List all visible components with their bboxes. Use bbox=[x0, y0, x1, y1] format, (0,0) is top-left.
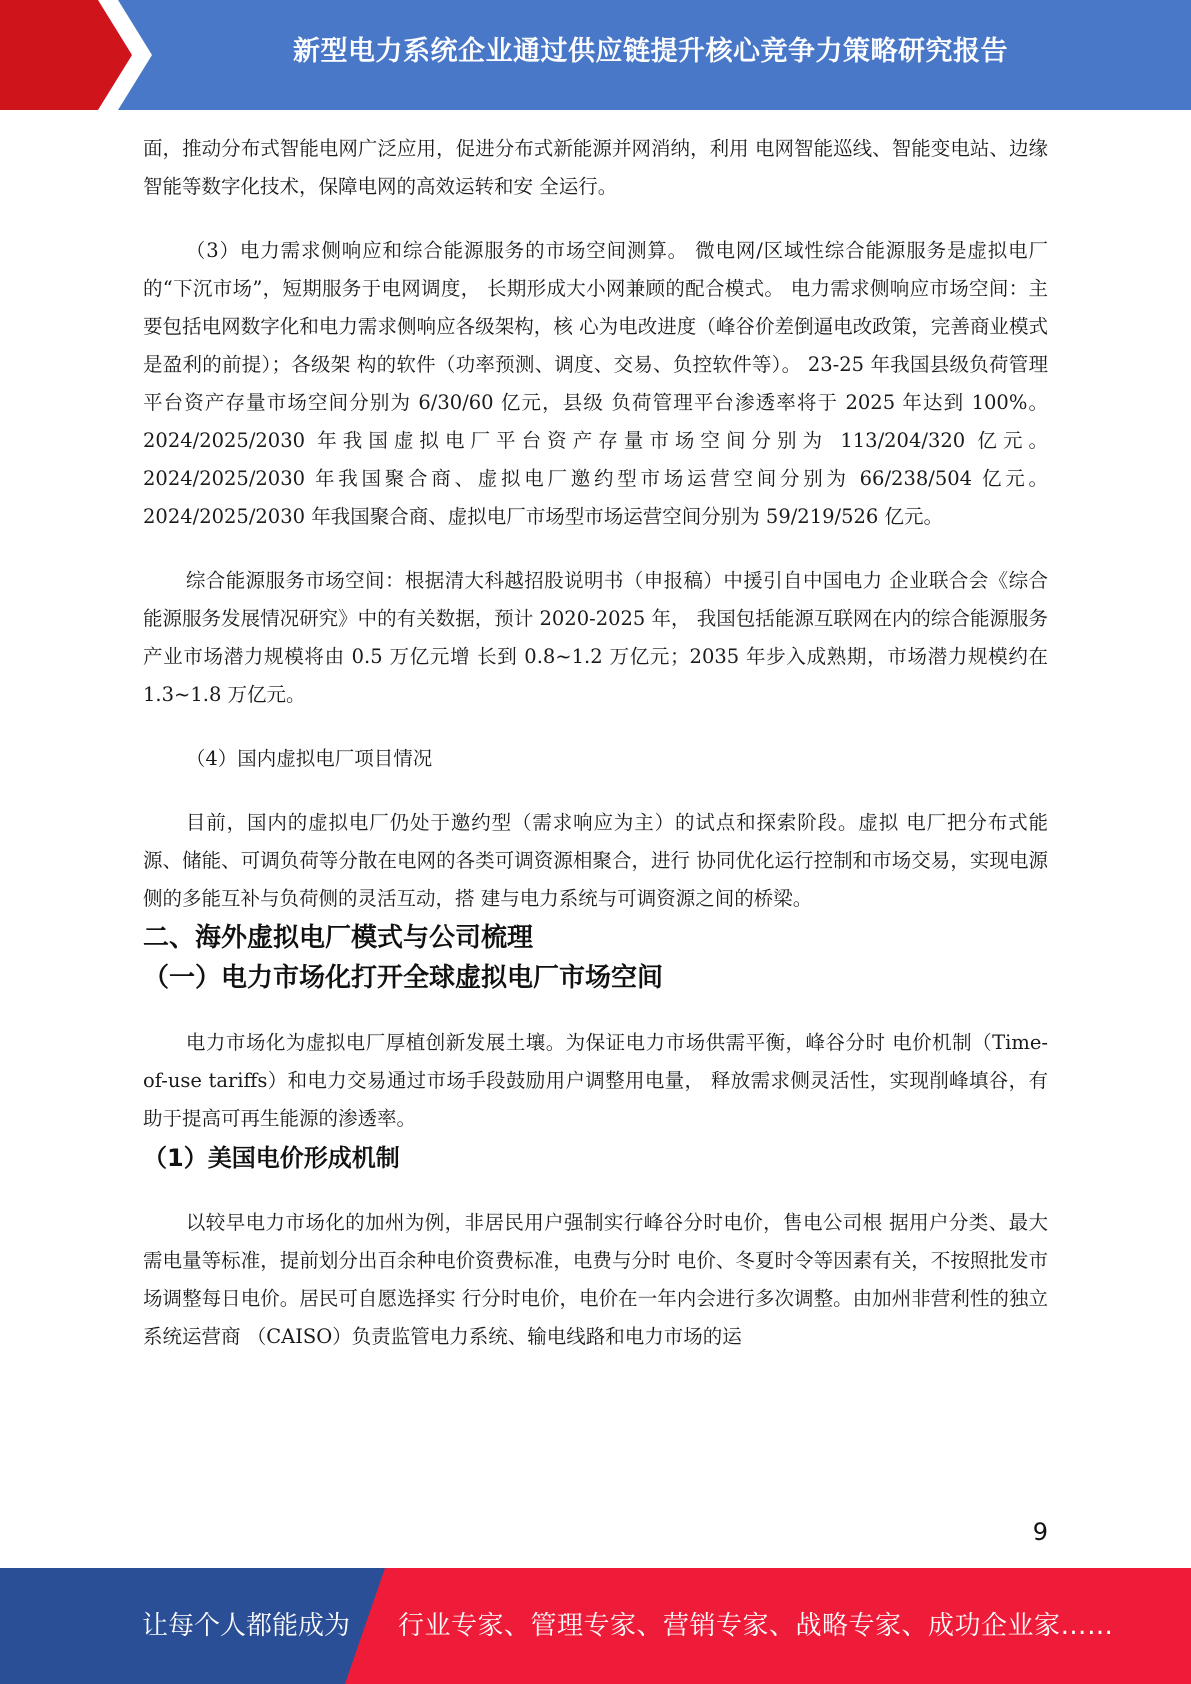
paragraph: （3）电力需求侧响应和综合能源服务的市场空间测算。 微电网/区域性综合能源服务是虚拟电厂的“下沉市场”，短期服务于电网调度， 长期形成大小网兼顾的配合模式。 电力需求侧响应市场空间：主要包括电网数字化和电力需求侧响应各级架构，核 心为电改进度（峰谷价差倒逼电改政策，完善商业模式是盈利的前提）；各级架 构的软件（功率预测、调度、交易、负控软件等）。 23-25 年我国县级负荷管理平台资产存量市场空间分别为 6/30/60 亿元，县级 负荷管理平台渗透率将于 2025 年达到 100%。 2024/2025/2030 年我国虚拟电厂平台资产存量市场空间分别为 113/204/320 亿元。 2024/2025/2030 年我国聚合商、虚拟电厂邀约型市场运营空间分别为 66/238/504 亿元。 2024/2025/2030 年我国聚合商、虚拟电厂市场型市场运营空间分别为 59/219/526 亿元。 bbox=[143, 239, 1048, 528]
paragraph: （4）国内虚拟电厂项目情况 bbox=[185, 747, 433, 770]
subsubsection-heading: （1）美国电价形成机制 bbox=[143, 1144, 400, 1172]
paragraph: 目前，国内的虚拟电厂仍处于邀约型（需求响应为主）的试点和探索阶段。虚拟 电厂把分布式能源、储能、可调负荷等分散在电网的各类可调资源相聚合，进行 协同优化运行控制和市场交易，实现电源侧的多能互补与负荷侧的灵活互动，搭 建与电力系统与可调资源之间的桥梁。 bbox=[143, 811, 1048, 910]
document-body bbox=[143, 130, 1048, 1356]
section-heading: 二、海外虚拟电厂模式与公司梳理 bbox=[143, 923, 534, 953]
paragraph: 以较早电力市场化的加州为例，非居民用户强制实行峰谷分时电价，售电公司根 据用户分类、最大需电量等标准，提前划分出百余种电价资费标准，电费与分时 电价、冬夏时令等因素有关，不按照批发市场调整每日电价。居民可自愿选择实 行分时电价，电价在一年内会进行多次调整。由加州非营利性的独立系统运营商 （CAISO）负责监管电力系统、输电线路和电力市场的运 bbox=[143, 1211, 1048, 1348]
paragraph: 面，推动分布式智能电网广泛应用，促进分布式新能源并网消纳，利用 电网智能巡线、智能变电站、边缘智能等数字化技术，保障电网的高效运转和安 全运行。 bbox=[143, 137, 1048, 198]
paragraph: 电力市场化为虚拟电厂厚植创新发展土壤。为保证电力市场供需平衡，峰谷分时 电价机制（Time-of-use tariffs）和电力交易通过市场手段鼓励用户调整用电量， 释放需求侧灵活性，实现削峰填谷，有助于提高可再生能源的渗透率。 bbox=[143, 1031, 1048, 1130]
paragraph: 综合能源服务市场空间：根据清大科越招股说明书（申报稿）中援引自中国电力 企业联合会《综合能源服务发展情况研究》中的有关数据，预计 2020-2025 年， 我国包括能源互联网在内的综合能源服务产业市场潜力规模将由 0.5 万亿元增 长到 0.8~1.2 万亿元；2035 年步入成熟期，市场潜力规模约在 1.3~1.8 万亿元。 bbox=[143, 569, 1048, 706]
subsection-heading: （一）电力市场化打开全球虚拟电厂市场空间 bbox=[143, 963, 664, 993]
page-header bbox=[0, 0, 1191, 110]
report-title: 新型电力系统企业通过供应链提升核心竞争力策略研究报告 bbox=[293, 36, 1008, 67]
footer-slogan-right: 行业专家、管理专家、营销专家、战略专家、成功企业家…… bbox=[398, 1611, 1114, 1641]
footer-slogan-left: 让每个人都能成为 bbox=[142, 1611, 351, 1641]
page-number: 9 bbox=[1032, 1518, 1048, 1546]
page-footer bbox=[0, 1568, 1191, 1684]
